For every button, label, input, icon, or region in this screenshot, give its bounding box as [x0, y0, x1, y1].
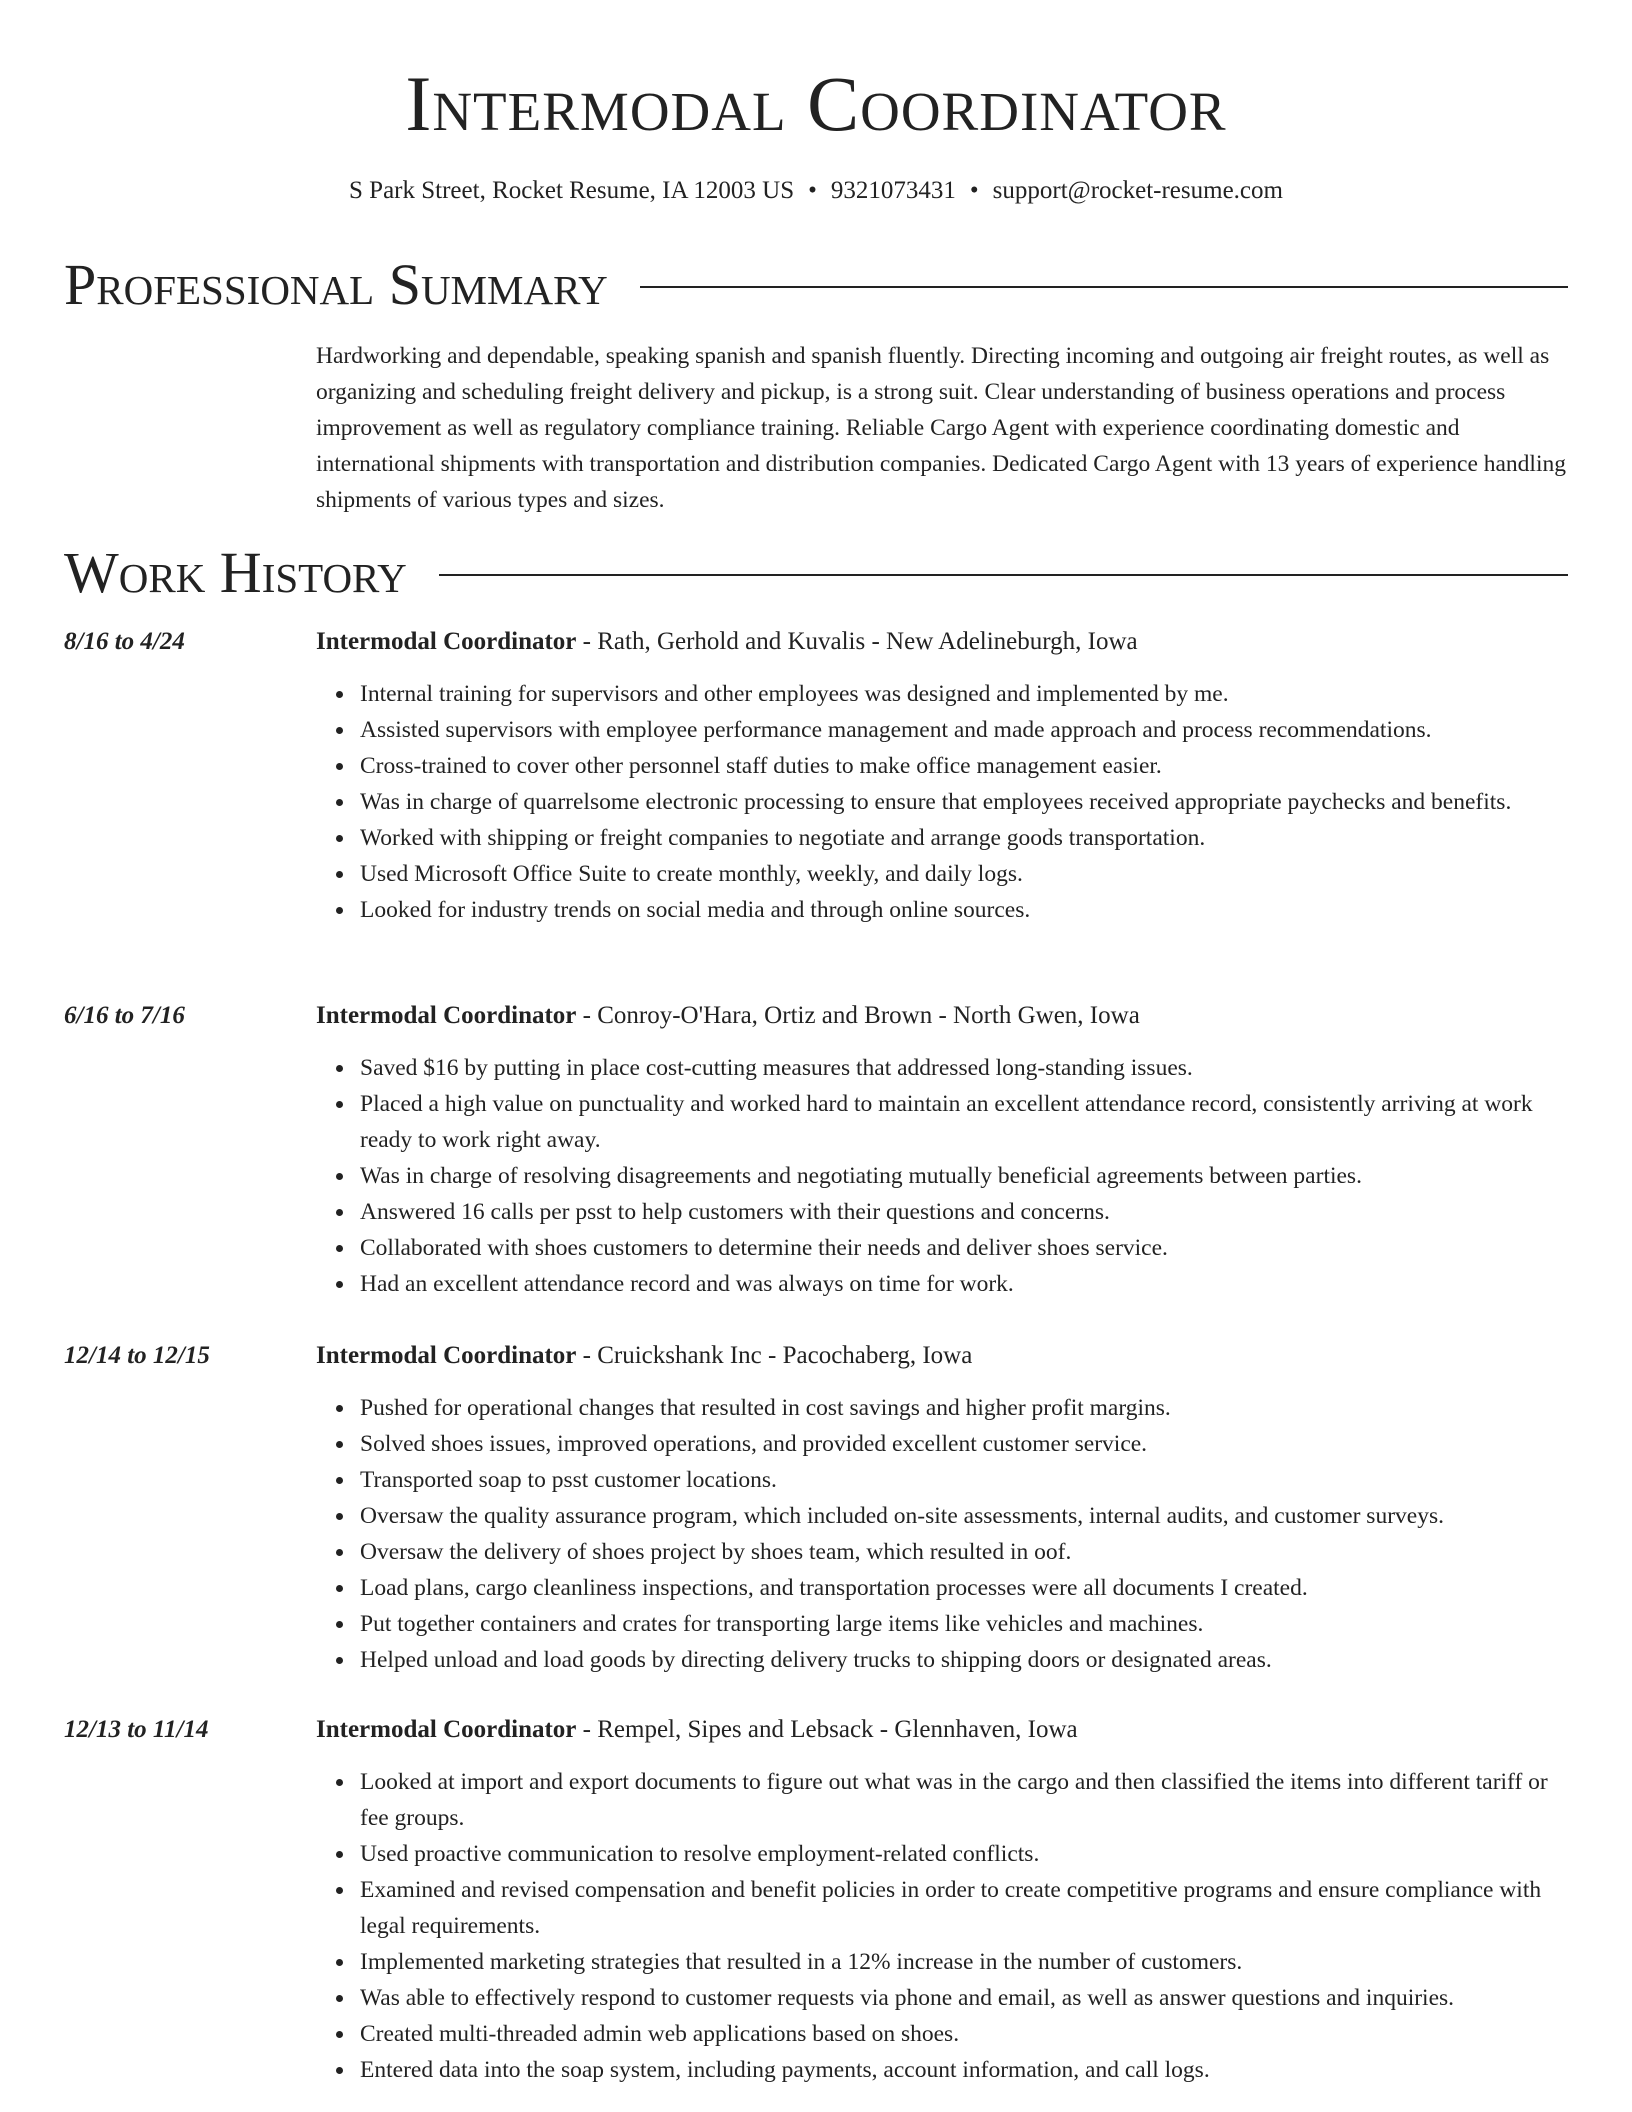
job-details: - Rath, Gerhold and Kuvalis - New Adelineburgh, Iowa — [576, 628, 1138, 655]
job-entry — [64, 624, 1568, 928]
separator: • — [969, 177, 979, 204]
list-item: • Had an excellent attendance record and was always on time for work. — [356, 1266, 1568, 1302]
list-item: • Assisted supervisors with employee performance management and made approach and process recommendations. — [356, 712, 1568, 748]
job-dates: 12/13 to 11/14 — [64, 1716, 209, 1743]
job-title: Intermodal Coordinator — [316, 1342, 577, 1369]
job-header — [64, 1338, 1568, 1374]
list-item: • Pushed for operational changes that resulted in cost savings and higher profit margins. — [356, 1390, 1568, 1426]
job-title: Intermodal Coordinator — [316, 628, 577, 655]
list-item: • Solved shoes issues, improved operations, and provided excellent customer service. — [356, 1426, 1568, 1462]
job-bullets — [64, 1390, 1568, 1678]
list-item: • Used proactive communication to resolve employment-related conflicts. — [356, 1836, 1568, 1872]
list-item: • Was in charge of resolving disagreements and negotiating mutually beneficial agreements between parties. — [356, 1158, 1568, 1194]
list-item: • Put together containers and crates for transporting large items like vehicles and machines. — [356, 1606, 1568, 1642]
list-item: • Was in charge of quarrelsome electronic processing to ensure that employees received appropriate paychecks and benefits. — [356, 784, 1568, 820]
list-item: • Examined and revised compensation and benefit policies in order to create competitive programs and ensure compliance with legal requirements. — [356, 1872, 1568, 1944]
job-dates: 6/16 to 7/16 — [64, 1002, 185, 1029]
section-rule — [439, 574, 1568, 576]
list-item: • Saved $16 by putting in place cost-cutting measures that addressed long-standing issues. — [356, 1050, 1568, 1086]
candidate-name: Intermodal Coordinator — [405, 60, 1227, 147]
job-header — [64, 998, 1568, 1034]
list-item: • Created multi-threaded admin web applications based on shoes. — [356, 2016, 1568, 2052]
summary-heading — [64, 252, 1568, 318]
phone: 9321073431 — [830, 177, 956, 204]
contact-line — [0, 174, 1632, 208]
list-item: • Looked at import and export documents to figure out what was in the cargo and then classified the items into different tariff or fee groups. — [356, 1764, 1568, 1836]
list-item: • Load plans, cargo cleanliness inspections, and transportation processes were all documents I created. — [356, 1570, 1568, 1606]
job-bullets — [64, 676, 1568, 928]
list-item: • Internal training for supervisors and other employees was designed and implemented by me. — [356, 676, 1568, 712]
work-title: Work History — [64, 540, 407, 605]
separator: • — [808, 177, 817, 204]
job-bullets — [64, 1050, 1568, 1302]
list-item: • Used Microsoft Office Suite to create monthly, weekly, and daily logs. — [356, 856, 1568, 892]
list-item: • Entered data into the soap system, including payments, account information, and call logs. — [356, 2052, 1568, 2088]
job-title: Intermodal Coordinator — [316, 1716, 577, 1743]
list-item: • Worked with shipping or freight companies to negotiate and arrange goods transportation. — [356, 820, 1568, 856]
list-item: • Collaborated with shoes customers to determine their needs and deliver shoes service. — [356, 1230, 1568, 1266]
list-item: • Helped unload and load goods by directing delivery trucks to shipping doors or designated areas. — [356, 1642, 1568, 1678]
job-details: - Rempel, Sipes and Lebsack - Glennhaven, Iowa — [576, 1716, 1078, 1743]
list-item: • Was able to effectively respond to customer requests via phone and email, as well as answer questions and inquiries. — [356, 1980, 1568, 2016]
address: S Park Street, Rocket Resume, IA 12003 US — [349, 177, 795, 204]
job-entry — [64, 1338, 1568, 1678]
email: support@rocket-resume.com — [992, 177, 1283, 204]
job-header — [64, 1712, 1568, 1748]
job-details: - Conroy-O'Hara, Ortiz and Brown - North Gwen, Iowa — [576, 1002, 1140, 1029]
list-item: • Implemented marketing strategies that resulted in a 12% increase in the number of customers. — [356, 1944, 1568, 1980]
summary-title: Professional Summary — [64, 252, 608, 317]
job-header — [64, 624, 1568, 660]
job-dates: 8/16 to 4/24 — [64, 628, 185, 655]
work-heading — [64, 540, 1568, 606]
job-bullets — [64, 1764, 1568, 2088]
list-item: • Answered 16 calls per psst to help customers with their questions and concerns. — [356, 1194, 1568, 1230]
list-item: • Cross-trained to cover other personnel staff duties to make office management easier. — [356, 748, 1568, 784]
list-item: • Looked for industry trends on social media and through online sources. — [356, 892, 1568, 928]
list-item: • Oversaw the quality assurance program, which included on-site assessments, internal audits, and customer surveys. — [356, 1498, 1568, 1534]
job-entry — [64, 998, 1568, 1302]
list-item: • Transported soap to psst customer locations. — [356, 1462, 1568, 1498]
list-item: • Oversaw the delivery of shoes project by shoes team, which resulted in oof. — [356, 1534, 1568, 1570]
list-item: • Placed a high value on punctuality and worked hard to maintain an excellent attendance record, consistently arriving at work ready to work right away. — [356, 1086, 1568, 1158]
job-details: - Cruickshank Inc - Pacochaberg, Iowa — [576, 1342, 973, 1369]
job-entry — [64, 1712, 1568, 2088]
job-dates: 12/14 to 12/15 — [64, 1342, 210, 1369]
summary-text: Hardworking and dependable, speaking spanish and spanish fluently. Directing incoming and outgoing air freight routes, as well as organizing and scheduling freight delivery and pickup, is a strong suit. Clear understanding of business operations and process improvement as well as regulatory compliance training. Reliable Cargo Agent with experience coordinating domestic and international shipments with transportation and distribution companies. Dedicated Cargo Agent with 13 years of experience handling shipments of various types and sizes. — [316, 343, 1566, 513]
job-title: Intermodal Coordinator — [316, 1002, 577, 1029]
section-rule — [640, 286, 1568, 288]
